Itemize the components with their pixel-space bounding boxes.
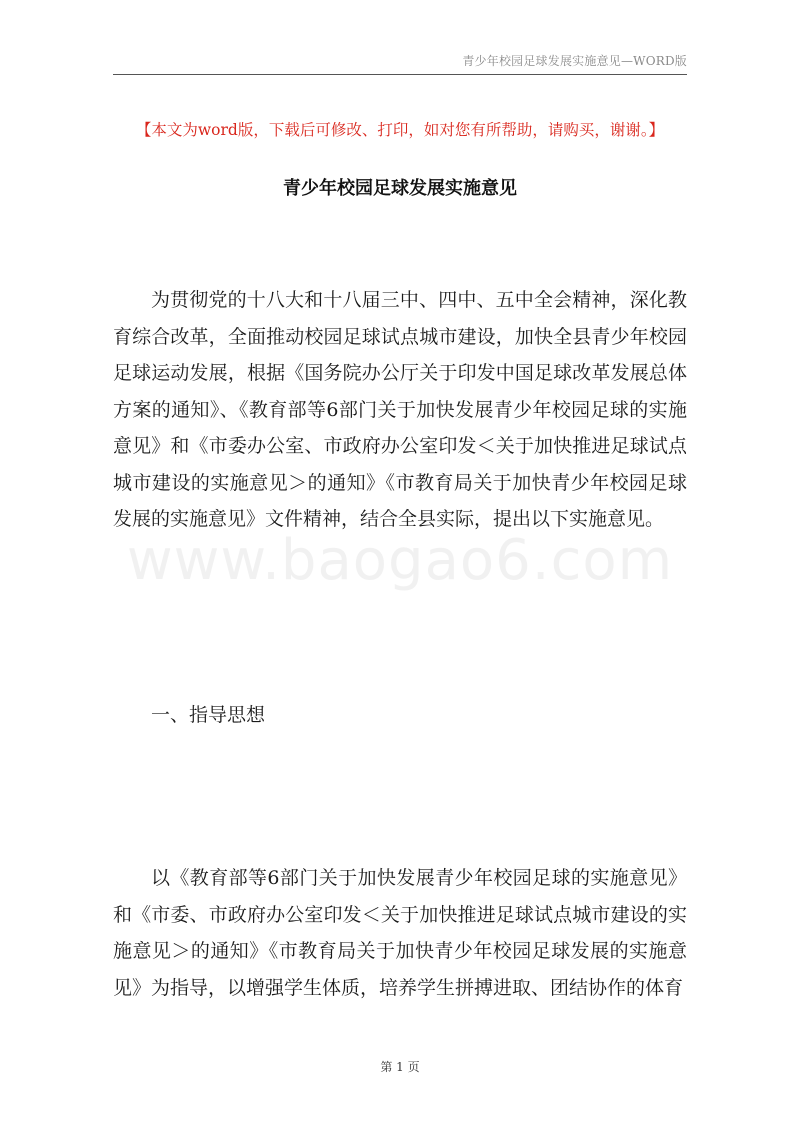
running-header: 青少年校园足球发展实施意见—WORD版 bbox=[462, 54, 687, 68]
document-title: 青少年校园足球发展实施意见 bbox=[283, 178, 517, 199]
watermark: www.baogao6.com bbox=[126, 528, 674, 593]
page-number: 第 1 页 bbox=[380, 1060, 420, 1074]
section-heading: 一、指导思想 bbox=[151, 704, 266, 726]
guiding-paragraph: 以《教育部等6部门关于加快发展青少年校园足球的实施意见》和《市委、市政府办公室印发＜关于加快推进足球试点城市建设的实施意见＞的通知》《市教育局关于加快青少年校园足球发展的实施意见》为指导，以增强学生体质，培养学生拼搏进取、团结协作的体育 bbox=[113, 867, 687, 999]
download-notice: 【本文为word版，下载后可修改、打印，如对您有所帮助，请购买，谢谢。】 bbox=[135, 121, 665, 139]
header-divider bbox=[113, 74, 687, 75]
intro-paragraph: 为贯彻党的十八大和十八届三中、四中、五中全会精神，深化教育综合改革，全面推动校园足球试点城市建设，加快全县青少年校园足球运动发展，根据《国务院办公厅关于印发中国足球改革发展总体方案的通知》、《教育部等6部门关于加快发展青少年校园足球的实施意见》和《市委办公室、市政府办公室印发＜关于加快推进足球试点城市建设的实施意见＞的通知》《市教育局关于加快青少年校园足球发展的实施意见》文件精神，结合全县实际，提出以下实施意见。 bbox=[113, 289, 687, 530]
